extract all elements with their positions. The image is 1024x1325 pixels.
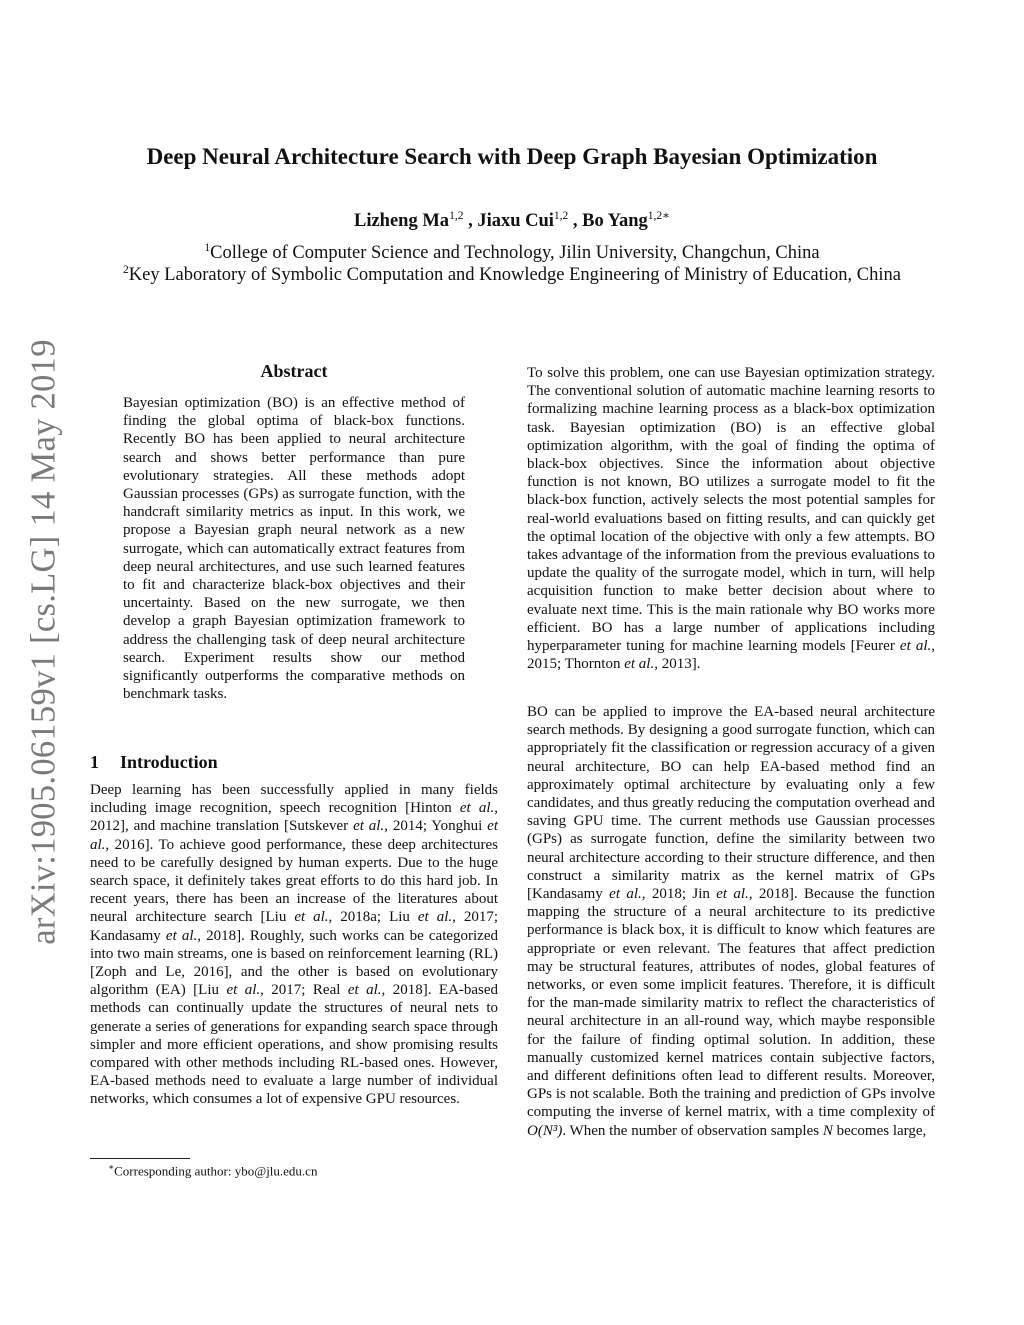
author-affil-mark: 1,2 [553,210,569,222]
italic-text: et al. [417,909,453,926]
author-name: Bo Yang [582,211,648,232]
text-run: , 2017; Kandasamy [90,909,499,944]
footnote-mark: ∗ [108,1162,115,1172]
italic-text: et al. [90,818,498,853]
footnote-text: Corresponding author: ybo@jlu.edu.cn [114,1163,318,1179]
text-run: , 2016]. To achieve good performance, these deep architectures need to be carefully designed by human experts. Due to the huge search space, it definitely takes great efforts to do this hard job. In recent years, there has been an increase of the literatures about neural architecture search [Liu [90,836,498,926]
arxiv-stamp [14,322,74,962]
author-affil-mark: 1,2∗ [647,210,670,222]
author-separator: , [568,211,583,232]
italic-text: O(N³) [527,1122,563,1139]
affiliation-mark: 2 [123,264,129,276]
abstract-text: Bayesian optimization (BO) is an effective method of finding the global optima of black-box functions. Recently BO has been applied to neural architecture search and shows better performance than pure evolutionary strategies. All these methods adopt Gaussian processes (GPs) as surrogate function, with the handcraft similarity metrics as input. In this work, we propose a Bayesian graph neural network as a new surrogate, which can automatically extract features from deep neural architectures, and use such learned features to fit and characterize black-box objectives and their uncertainty. Based on the new surrogate, we then develop a graph Bayesian optimization framework to address the challenging task of deep neural architecture search. Experiment results show our method significantly outperforms the comparative methods on benchmark tasks. [123,395,465,703]
author-list [0,208,1024,232]
footnote [108,1162,317,1179]
section-number: 1 [90,752,99,772]
section-title: Introduction [120,752,218,772]
text-run: becomes large, [832,1122,927,1139]
text-run: To solve this problem, one can use Bayesian optimization strategy. The conventional solution of automatic machine learning resorts to formalizing machine learning process as a black-box optimization task. Bayesian optimization (BO) is an effective global optimization algorithm, with the goal of finding the optima of black-box objectives. Since the information about objective function is not known, BO utilizes a surrogate model to fit the black-box function, actively selects the most potential samples for real-world evaluations based on fitting results, and can quickly get the optimal location of the objective with only a few attempts. BO takes advantage of the information from the previous evaluations to update the quality of the surrogate model, which in turn, will help acquisition function to make better decision about where to evaluate next time. This is the main rationale why BO works more efficient. BO has a large number of applications including hyperparameter tuning for machine learning models [Feurer [527,365,935,655]
text-run: , 2013]. [654,656,701,673]
text-run: , 2018a; Liu [328,909,418,926]
body-paragraph [527,364,935,673]
affiliation-text: Key Laboratory of Symbolic Computation and Knowledge Engineering of Ministry of Education, China [128,265,901,286]
italic-text: et al. [347,982,382,999]
text-run: Deep learning has been successfully applied in many fields including image recognition, speech recognition [Hinton [90,782,498,817]
italic-text: et al. [294,909,329,926]
text-run: , 2018]. EA-based methods can continually update the structures of neural nets to generate a series of generations for expanding search space through simpler and more efficient operations, and show promising results compared with other methods including RL-based ones. However, EA-based methods need to evaluate a large number of individual networks, which consumes a lot of expensive GPU resources. [90,982,499,1108]
italic-text: et al. [165,927,198,944]
abstract-heading: Abstract [260,361,328,381]
section-heading [90,752,218,773]
author-name: Jiaxu Cui [477,211,554,232]
author-name: Lizheng Ma [353,211,450,232]
text-run: , 2012], and machine translation [Sutskever [90,800,498,835]
italic-text: et al. [459,800,495,817]
affiliation [0,242,1024,264]
italic-text: et al. [716,886,749,903]
body-paragraph [527,703,935,1140]
text-run: BO can be applied to improve the EA-based neural architecture search methods. By designing a good surrogate function, which can appropriately fit the classification or regression accuracy of a given neural architecture, BO can help EA-based method find an approximately optimal architecture by evaluating only a few candidates, and thus greatly reducing the computation overhead and saving GPU time. The current methods use Gaussian processes (GPs) as surrogate function, define the similarity between two neural architecture according to their structure difference, and then construct a similarity matrix as the kernel matrix of GPs [Kandasamy [527,704,935,903]
text-run: . When the number of observation samples [562,1122,823,1139]
affiliation [0,264,1024,286]
text-run: , 2018; Jin [641,886,717,903]
intro-paragraph [90,781,498,1109]
italic-text: et al. [624,656,655,673]
text-run: , 2017; Real [260,982,348,999]
paper-title: Deep Neural Architecture Search with Deep Graph Bayesian Optimization [146,144,878,169]
italic-text: et al. [899,638,932,655]
italic-text: et al. [353,818,385,835]
text-run: , 2014; Yonghui [384,818,488,835]
footnote-rule [90,1158,190,1159]
italic-text: N [822,1122,833,1139]
text-run: , 2015; Thornton [527,638,935,673]
arxiv-stamp-text: arXiv:1905.06159v1 [cs.LG] 14 May 2019 [24,339,63,945]
italic-text: et al. [609,886,642,903]
affiliation-text: College of Computer Science and Technology, Jilin University, Changchun, China [210,243,820,264]
author-separator: , [463,211,478,232]
affiliation-mark: 1 [204,242,211,254]
italic-text: et al. [226,982,261,999]
text-run: , 2018]. Roughly, such works can be categorized into two main streams, one is based on reinforcement learning (RL) [Zoph and Le, 2016], and the other is based on evolutionary algorithm (EA) [Liu [90,927,499,999]
text-run: , 2018]. Because the function mapping the structure of a neural architecture to its predictive performance is black box, it is difficult to know which features are appropriate or even relevant. The features that affect prediction may be structural features, attributes of nodes, global features of networks, or even some implicit features. Therefore, it is difficult for the man-made similarity matrix to reflect the characteristics of neural architecture in an all-round way, which maybe responsible for the failure of finding optimal solution. In addition, these manually customized kernel matrices contain subjective factors, and different definitions often lead to different results. Moreover, GPs is not scalable. Both the training and prediction of GPs involve computing the inverse of kernel matrix, with a time complexity of [527,886,935,1121]
author-affil-mark: 1,2 [449,210,464,222]
